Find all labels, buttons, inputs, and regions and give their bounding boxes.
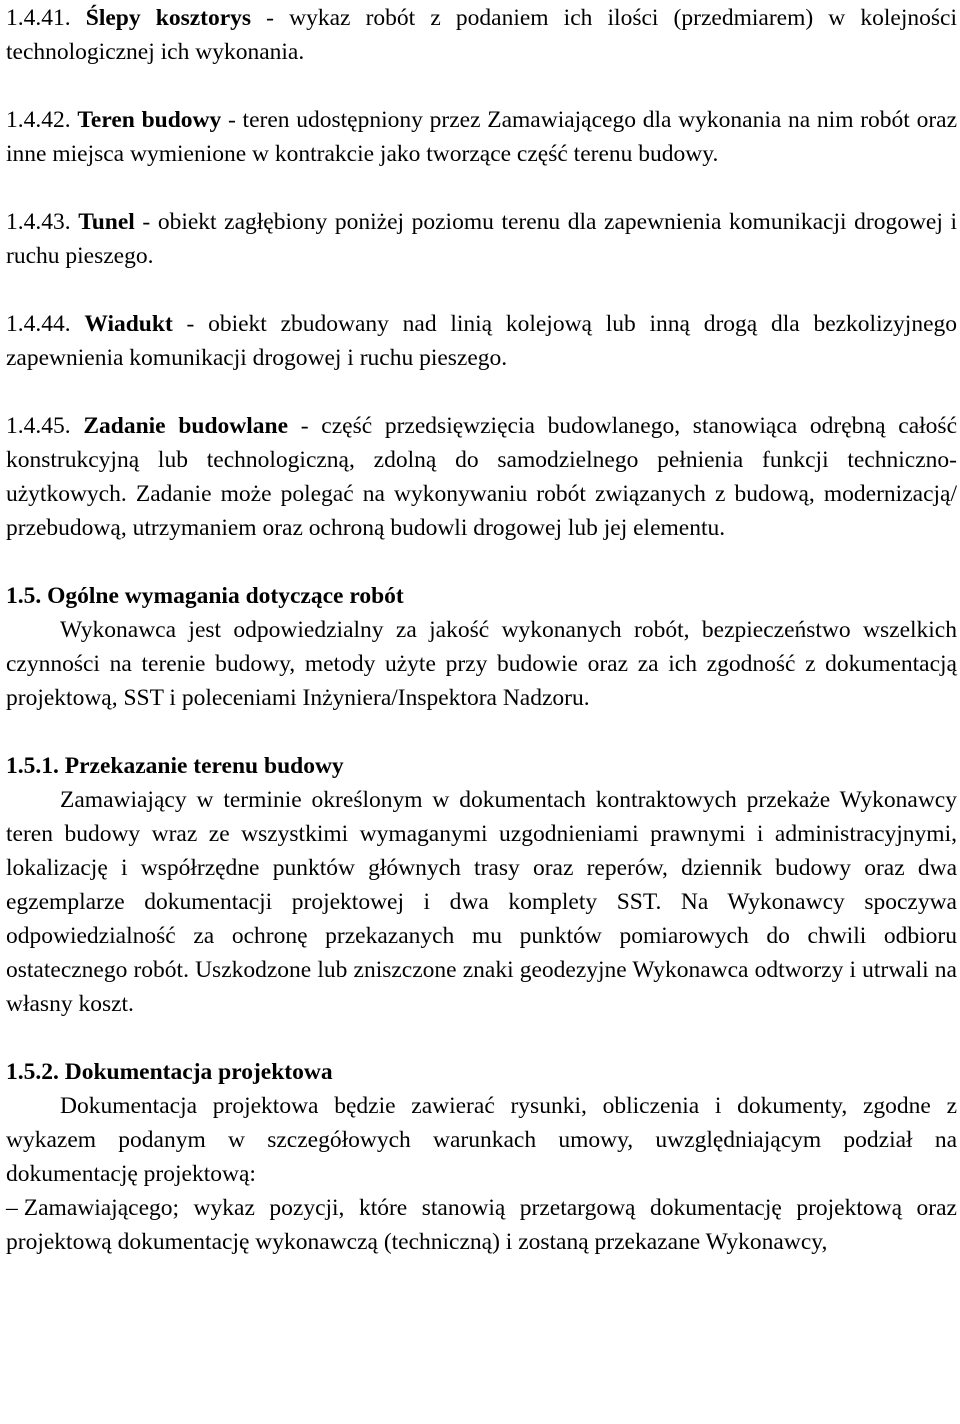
section-body-1-5: Wykonawca jest odpowiedzialny za jakość wykonanych robót, bezpieczeństwo wszelkich czynności na terenie budowy, metody użyte przy budowie oraz za ich zgodność z dokumentacją projektową, SST i poleceniami Inżyniera/Inspektora Nadzoru. [6, 617, 957, 711]
bullet-text: Zamawiającego; wykaz pozycji, które stanowią przetargową dokumentację projektową oraz projektową dokumentację wykonawczą (techniczną) i zostaną przekazane Wykonawcy, [6, 1195, 957, 1255]
definition-term: Teren budowy [77, 107, 222, 133]
definition-number: 1.4.42. [6, 107, 71, 133]
definition-term: Ślepy kosztorys [85, 5, 252, 31]
definition-1-4-43 [6, 205, 957, 273]
definition-number: 1.4.43. [6, 209, 71, 235]
section-body-1-5-1: Zamawiający w terminie określonym w dokumentach kontraktowych przekaże Wykonawcy teren budowy wraz ze wszystkimi wymaganymi uzgodnieniami prawnymi i administracyjnymi, lokalizację i współrzędne punktów głównych trasy oraz reperów, dziennik budowy oraz dwa egzemplarze dokumentacji projektowej i dwa komplety SST. Na Wykonawcy spoczywa odpowiedzialność za ochronę przekazanych mu punktów pomiarowych do chwili odbioru ostatecznego robót. Uszkodzone lub zniszczone znaki geodezyjne Wykonawca odtworzy i utrwali na własny koszt. [6, 787, 957, 1017]
section-body-1-5-2: Dokumentacja projektowa będzie zawierać rysunki, obliczenia i dokumenty, zgodne z wykazem podanym w szczegółowych warunkach umowy, uwzględniającym podział na dokumentację projektową: [6, 1093, 957, 1187]
definition-1-4-42 [6, 103, 957, 171]
definition-text: - teren udostępniony przez Zamawiającego dla wykonania na nim robót oraz inne miejsca wymienione w kontrakcie jako tworzące część terenu budowy. [6, 107, 958, 167]
definition-number: 1.4.45. [6, 413, 71, 439]
definition-term: Wiadukt [84, 311, 173, 337]
section-heading-1-5: 1.5. Ogólne wymagania dotyczące robót [6, 583, 404, 609]
definition-1-4-45 [6, 409, 957, 545]
bullet-item [6, 1191, 957, 1259]
definition-number: 1.4.44. [6, 311, 71, 337]
definition-1-4-44 [6, 307, 957, 375]
definition-text: - obiekt zagłębiony poniżej poziomu terenu dla zapewnienia komunikacji drogowej i ruchu pieszego. [6, 209, 957, 269]
definition-text: - część przedsięwzięcia budowlanego, stanowiąca odrębną całość konstrukcyjną lub technologiczną, zdolną do samodzielnego pełnienia funkcji techniczno-użytkowych. Zadanie może polegać na wykonywaniu robót związanych z budową, modernizacją/ przebudową, utrzymaniem oraz ochroną budowli drogowej lub jej elementu. [6, 413, 958, 541]
section-heading-1-5-1: 1.5.1. Przekazanie terenu budowy [6, 753, 344, 779]
definition-number: 1.4.41. [6, 5, 71, 31]
dash-bullet: – [6, 1195, 18, 1221]
definition-text: - obiekt zbudowany nad linią kolejową lub inną drogą dla bezkolizyjnego zapewnienia komunikacji drogowej i ruchu pieszego. [6, 311, 957, 371]
section-heading-1-5-2: 1.5.2. Dokumentacja projektowa [6, 1059, 333, 1085]
definition-text: - wykaz robót z podaniem ich ilości (przedmiarem) w kolejności technologicznej ich wykonania. [6, 5, 957, 65]
definition-1-4-41 [6, 1, 957, 69]
definition-term: Tunel [78, 209, 135, 235]
definition-term: Zadanie budowlane [83, 413, 289, 439]
